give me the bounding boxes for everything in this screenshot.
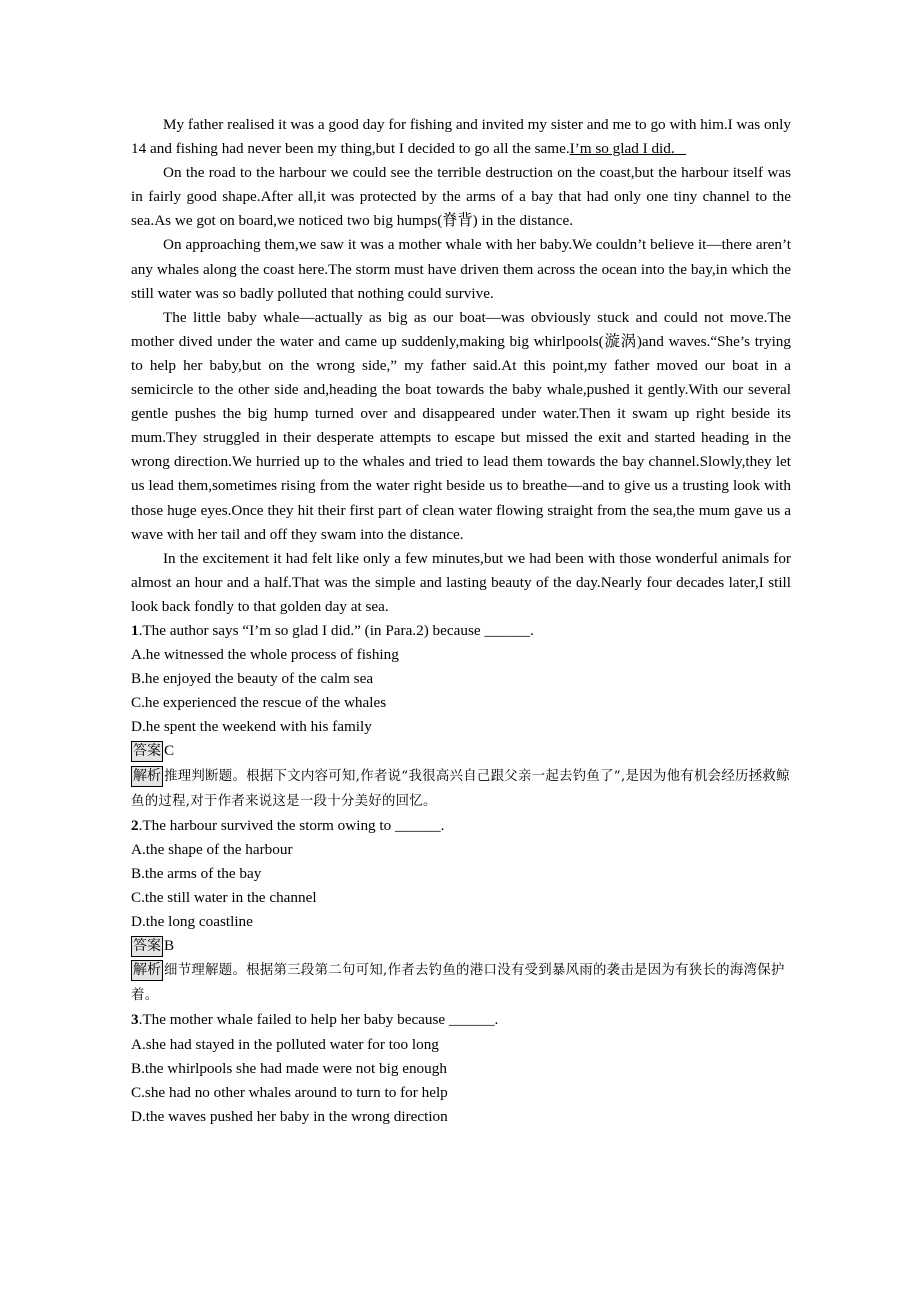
question-1-answer <box>131 739 791 763</box>
question-2-explanation <box>131 958 791 1008</box>
question-2-answer <box>131 934 791 958</box>
question-3-number: 3 <box>131 1011 139 1029</box>
question-2-option-b: B.the arms of the bay <box>131 864 262 882</box>
passage-paragraph-3: On approaching them,we saw it was a mother whale with her baby.We couldn’t believe it—there aren’t any whales along the coast here.The storm must have driven them across the ocean into the bay,in which the still water was so badly polluted that nothing could survive. <box>131 236 791 302</box>
question-2-explanation-text: 细节理解题。根据第三段第二句可知,作者去钓鱼的港口没有受到暴风雨的袭击是因为有狭长的海湾保护着。 <box>131 963 785 1004</box>
question-1-option-d: D.he spent the weekend with his family <box>131 718 372 736</box>
question-1-explanation <box>131 764 791 814</box>
question-3-stem <box>131 1008 791 1032</box>
question-1-stem <box>131 619 791 643</box>
underlined-sentence: I’m so glad I did. <box>569 140 675 158</box>
question-3-text: .The mother whale failed to help her baby because ______. <box>138 1011 499 1029</box>
question-1-number: 1 <box>131 621 139 639</box>
question-2-answer-value: B <box>164 937 175 955</box>
passage-paragraph-1 <box>131 113 791 161</box>
explanation-label: 解析 <box>131 960 163 981</box>
question-2-stem <box>131 814 791 838</box>
question-2-option-a: A.the shape of the harbour <box>131 840 293 858</box>
document-content <box>131 113 791 1129</box>
question-3-option-c: C.she had no other whales around to turn to for help <box>131 1083 448 1101</box>
answer-label: 答案 <box>131 936 163 957</box>
question-3-option-d: D.the waves pushed her baby in the wrong direction <box>131 1107 448 1125</box>
question-1-option-a: A.he witnessed the whole process of fishing <box>131 646 399 664</box>
question-1-option-b: B.he enjoyed the beauty of the calm sea <box>131 670 374 688</box>
passage-paragraph-1-text: My father realised it was a good day for fishing and invited my sister and me to go with him.I was only 14 and fishing had never been my thing,but I decided to go all the same. <box>131 116 791 158</box>
answer-label: 答案 <box>131 741 163 762</box>
question-2-number: 2 <box>131 816 139 834</box>
question-3-option-b: B.the whirlpools she had made were not big enough <box>131 1059 447 1077</box>
question-2-text: .The harbour survived the storm owing to ______. <box>138 816 445 834</box>
question-1-explanation-text: 推理判断题。根据下文内容可知,作者说“我很高兴自己跟父亲一起去钓鱼了”,是因为他有机会经历拯救鲸鱼的过程,对于作者来说这是一段十分美好的回忆。 <box>131 768 790 809</box>
question-1-option-c: C.he experienced the rescue of the whales <box>131 694 387 712</box>
question-1-answer-value: C <box>164 742 175 760</box>
question-2-option-c: C.the still water in the channel <box>131 889 317 906</box>
question-1-text: .The author says “I’m so glad I did.” (in Para.2) because ______. <box>138 621 534 639</box>
explanation-label: 解析 <box>131 766 163 787</box>
passage-paragraph-4: The little baby whale—actually as big as our boat—was obviously stuck and could not move.The mother dived under the water and came up suddenly,making big whirlpools(漩涡)and waves.“She’s trying to help her baby,but on the wrong side,” my father said.At this point,my father moved our boat in a semicircle to the other side and,heading the boat towards the baby whale,pushed it gently.With our several gentle pushes the big hump turned over and disappeared under water.Then it swam up right beside its mum.They struggled in their desperate attempts to escape but missed the exit and started heading in the wrong direction.We hurried up to the whales and tried to lead them towards the bay channel.Slowly,they let us lead them,sometimes rising from the water right beside us to breathe—and to give us a trusting look with those huge eyes.Once they hit their first part of clean water flowing straight from the sea,the mum gave us a wave with her tail and off they swam into the distance. <box>131 308 791 543</box>
passage-paragraph-5: In the excitement it had felt like only a few minutes,but we had been with those wonderful animals for almost an hour and a half.That was the simple and lasting beauty of the day.Nearly four decades later,I still look back fondly to that golden day at sea. <box>131 549 791 615</box>
underline-tail <box>675 140 686 157</box>
question-2-option-d: D.the long coastline <box>131 913 253 931</box>
passage-paragraph-2: On the road to the harbour we could see the terrible destruction on the coast,but the harbour itself was in fairly good shape.After all,it was protected by the arms of a bay that had only one tiny channel to the sea.As we got on board,we noticed two big humps(脊背) in the distance. <box>131 164 791 230</box>
question-3-option-a: A.she had stayed in the polluted water for too long <box>131 1035 439 1053</box>
